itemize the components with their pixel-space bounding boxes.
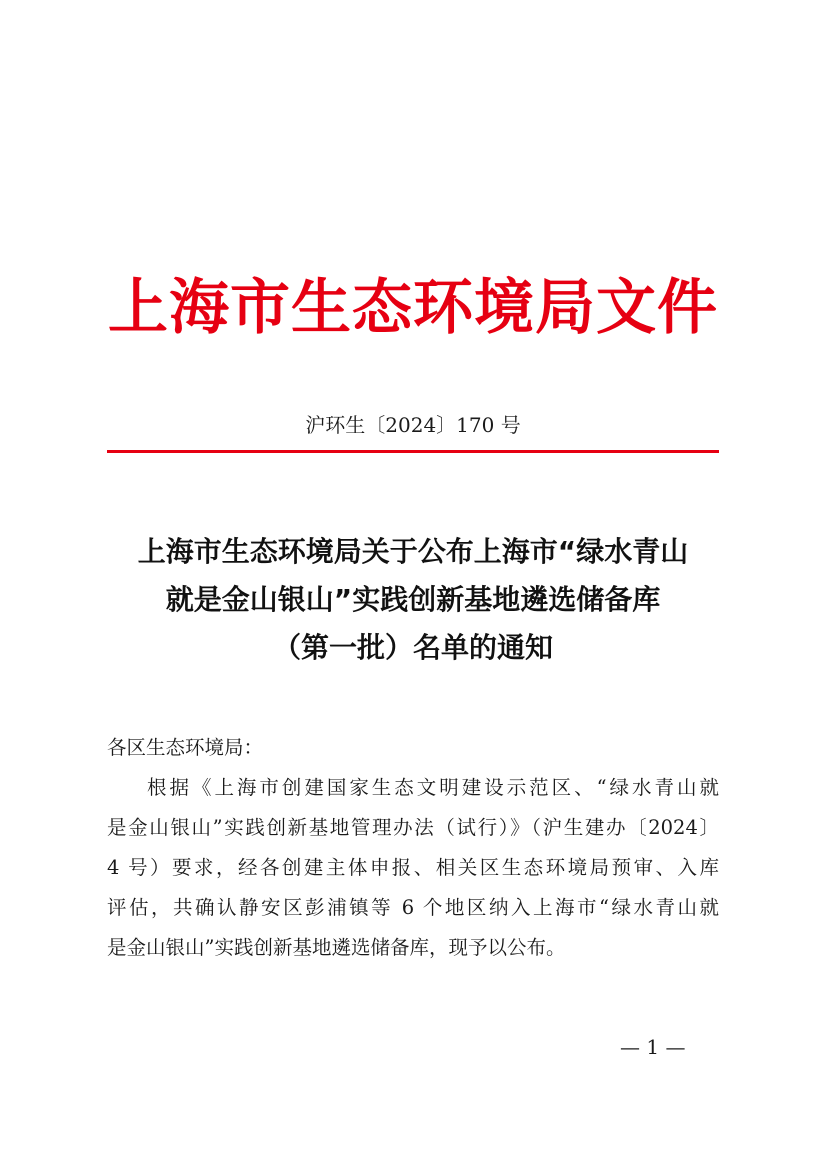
paragraph-line: 是金山银山”实践创新基地管理办法（试行）》（沪生建办〔2024〕	[107, 816, 719, 839]
document-number: 沪环生〔2024〕170 号	[305, 413, 521, 437]
title-line: （第一批）名单的通知	[272, 631, 553, 664]
paragraph-line: 根据《上海市创建国家生态文明建设示范区、“绿水青山就	[147, 776, 719, 799]
issuer-header: 上海市生态环境局文件	[108, 273, 718, 343]
paragraph-line: 评估，共确认静安区彭浦镇等 6 个地区纳入上海市“绿水青山就	[107, 896, 719, 919]
salutation: 各区生态环境局：	[107, 736, 264, 759]
page-number: — 1 —	[620, 1035, 686, 1059]
title-line: 上海市生态环境局关于公布上海市“绿水青山	[137, 535, 689, 568]
notice-title	[60, 528, 766, 672]
red-divider-line	[107, 450, 719, 453]
body-text	[107, 728, 719, 968]
paragraph-line: 是金山银山”实践创新基地遴选储备库，现予以公布。	[107, 936, 566, 959]
title-line: 就是金山银山”实践创新基地遴选储备库	[165, 583, 661, 616]
paragraph-line: 4 号）要求，经各创建主体申报、相关区生态环境局预审、入库	[107, 856, 719, 879]
